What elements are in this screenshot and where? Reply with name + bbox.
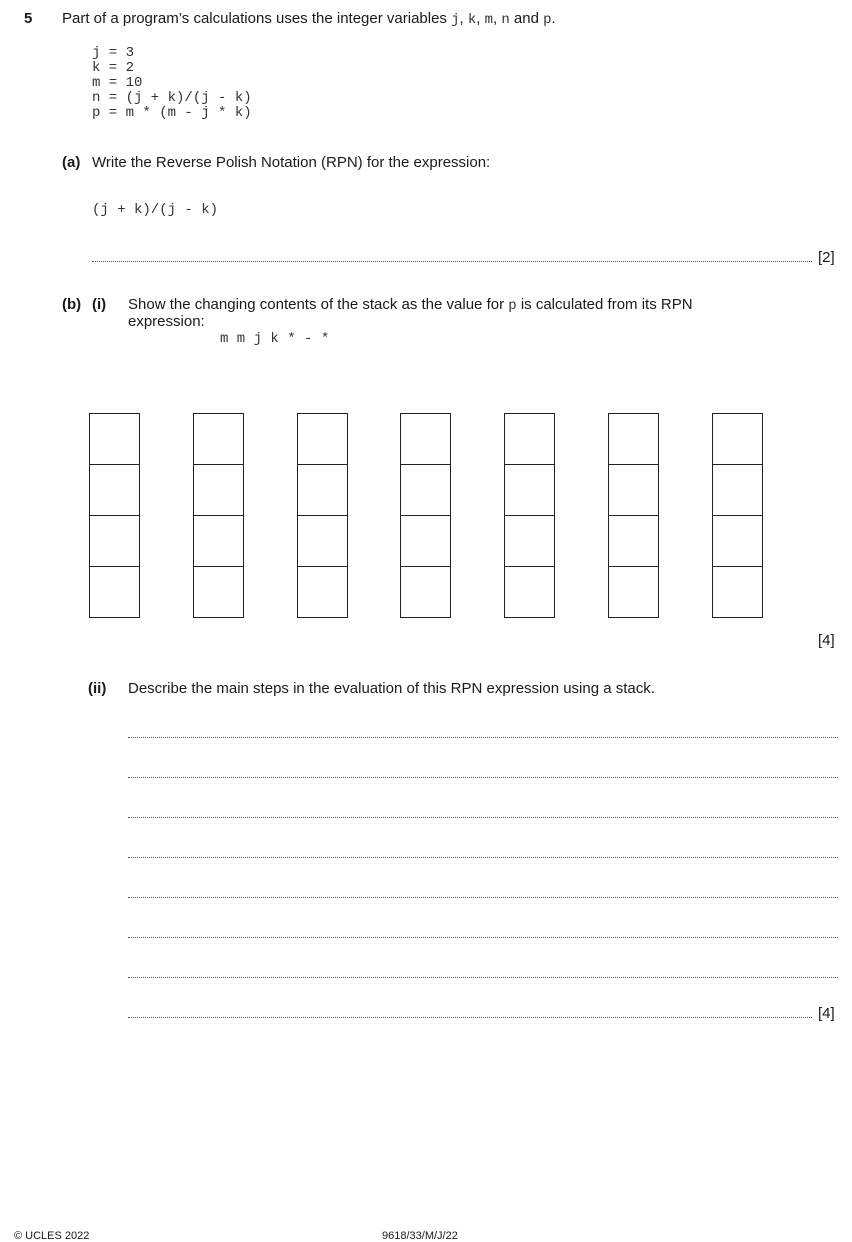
stack-column [712, 413, 763, 618]
code-line: p = m * (m - j * k) [92, 105, 252, 121]
code-line: m = 10 [92, 75, 143, 91]
answer-line[interactable] [128, 1015, 812, 1018]
stack-cell[interactable] [400, 515, 451, 567]
question-number: 5 [24, 10, 33, 27]
footer-code: 9618/33/M/J/22 [382, 1230, 458, 1242]
part-a-label: (a) [62, 154, 81, 171]
answer-line[interactable] [128, 895, 838, 898]
marks-b-i: [4] [818, 632, 835, 649]
stack-cell[interactable] [712, 515, 763, 567]
stack-cell[interactable] [89, 464, 140, 516]
stack-cell[interactable] [712, 464, 763, 516]
stack-cell[interactable] [504, 515, 555, 567]
stack-cell[interactable] [297, 515, 348, 567]
stack-cell[interactable] [400, 413, 451, 465]
var-m: m [484, 12, 493, 28]
part-a-expression: (j + k)/(j - k) [92, 202, 219, 218]
stack-cell[interactable] [193, 413, 244, 465]
var-p: p [543, 12, 552, 28]
stack-column [89, 413, 140, 618]
stack-cell[interactable] [297, 464, 348, 516]
comma: , [459, 10, 468, 27]
answer-line[interactable] [92, 259, 812, 262]
stack-column [608, 413, 659, 618]
marks-a: [2] [818, 249, 835, 266]
stack-column [504, 413, 555, 618]
part-b-label: (b) [62, 296, 82, 313]
part-b-i-text-before: Show the changing contents of the stack as the value for [128, 296, 509, 313]
part-b-i-label: (i) [92, 296, 107, 313]
answer-line[interactable] [128, 775, 838, 778]
stack-cell[interactable] [89, 566, 140, 618]
part-b-ii-text: Describe the main steps in the evaluation of this RPN expression using a stack. [128, 680, 655, 697]
stack-cell[interactable] [193, 515, 244, 567]
stack-column [297, 413, 348, 618]
part-b-i-text [128, 296, 842, 314]
stack-column [193, 413, 244, 618]
stack-cell[interactable] [400, 566, 451, 618]
code-line: j = 3 [92, 45, 135, 61]
marks-b-ii: [4] [818, 1005, 835, 1022]
var-n: n [501, 12, 510, 28]
var-k: k [467, 12, 477, 28]
code-line: n = (j + k)/(j - k) [92, 90, 252, 106]
stack-cell[interactable] [504, 413, 555, 465]
question-intro [62, 10, 556, 28]
stack-cell[interactable] [297, 566, 348, 618]
part-a-text: Write the Reverse Polish Notation (RPN) for the expression: [92, 154, 491, 171]
var-j: j [451, 12, 460, 28]
stack-cell[interactable] [504, 566, 555, 618]
stack-cell[interactable] [712, 566, 763, 618]
answer-line[interactable] [128, 815, 838, 818]
stack-cell[interactable] [608, 515, 659, 567]
stack-cell[interactable] [193, 566, 244, 618]
stack-cell[interactable] [712, 413, 763, 465]
stack-cell[interactable] [608, 464, 659, 516]
stack-cell[interactable] [400, 464, 451, 516]
period: . [551, 10, 556, 27]
stack-cell[interactable] [89, 413, 140, 465]
rpn-expression: m m j k * - * [220, 331, 330, 347]
code-block [92, 46, 252, 121]
comma: , [476, 10, 485, 27]
stack-cell[interactable] [504, 464, 555, 516]
part-b-i-text-line2: expression: [128, 313, 205, 330]
stack-cell[interactable] [193, 464, 244, 516]
answer-line[interactable] [128, 975, 838, 978]
answer-line[interactable] [128, 855, 838, 858]
stack-cell[interactable] [89, 515, 140, 567]
code-line: k = 2 [92, 60, 135, 76]
stack-column [400, 413, 451, 618]
part-b-ii-label: (ii) [88, 680, 107, 697]
var-p: p [508, 298, 517, 314]
footer-copyright: © UCLES 2022 [14, 1230, 90, 1242]
stack-cell[interactable] [608, 566, 659, 618]
answer-line[interactable] [128, 935, 838, 938]
stack-cell[interactable] [608, 413, 659, 465]
answer-line[interactable] [128, 735, 838, 738]
and-word: and [509, 10, 544, 27]
intro-text: Part of a program’s calculations uses the integer variables [62, 10, 452, 27]
comma: , [493, 10, 502, 27]
stack-cell[interactable] [297, 413, 348, 465]
part-b-i-text-after: is calculated from its RPN [516, 296, 693, 313]
